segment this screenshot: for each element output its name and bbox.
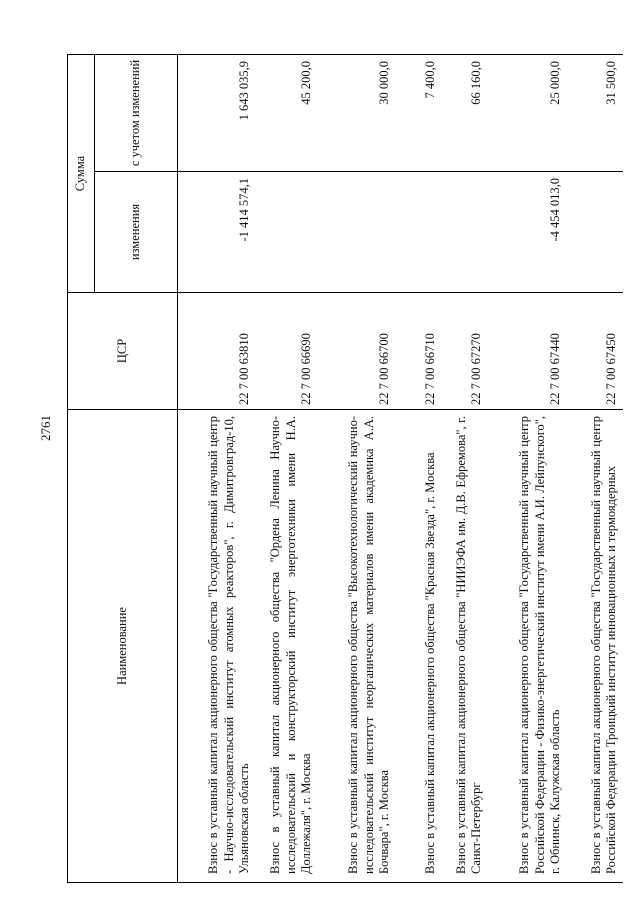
- row-csr: 22 7 00 66710: [396, 293, 442, 410]
- table-body: [178, 55, 623, 883]
- header-csr: ЦСР: [68, 293, 178, 410]
- row-name: Взнос в уставный капитал акционерного общества "Высокотехнологический научно-исследовательский институт неорганических материалов имени академика А.А. Бочвара", г. Москва: [318, 410, 396, 883]
- row-name: Взнос в уставный капитал акционерного общества "Ордена Ленина Научно-исследовательский и конструкторский институт энерготехники имени Н.А. Доллежаля", г. Москва: [256, 410, 318, 883]
- table-row: [567, 55, 623, 883]
- row-csr: 22 7 00 67440: [488, 293, 567, 410]
- table-row: [256, 55, 318, 883]
- header-name: Наименование: [68, 410, 178, 883]
- row-change: [567, 172, 623, 293]
- row-with-changes: 30 000,0: [318, 55, 396, 172]
- row-name: Взнос в уставный капитал акционерного общества "Государственный научный центр Российской Федерации Троицкий институт инновационных и термоядерных: [567, 410, 623, 883]
- row-csr: 22 7 00 66700: [318, 293, 396, 410]
- table-row: [442, 55, 488, 883]
- rotated-page: [67, 55, 619, 883]
- row-csr: 22 7 00 63810: [178, 293, 256, 410]
- row-change: -4 454 013,0: [488, 172, 567, 293]
- row-name: Взнос в уставный капитал акционерного общества "Государственный научный центр Российской Федерации - Физико-энергетический институт имени А.И. Лейпунского", г. Обнинск, Калужская область: [488, 410, 567, 883]
- row-with-changes: 7 400,0: [396, 55, 442, 172]
- table-row: [488, 55, 567, 883]
- table-header: [68, 55, 178, 883]
- row-with-changes: 45 200,0: [256, 55, 318, 172]
- row-csr: 22 7 00 67270: [442, 293, 488, 410]
- header-sum: Сумма: [68, 55, 95, 293]
- row-change: [442, 172, 488, 293]
- row-name: Взнос в уставный капитал акционерного общества "Красная Звезда", г. Москва: [396, 410, 442, 883]
- table-row: [318, 55, 396, 883]
- row-with-changes: 25 000,0: [488, 55, 567, 172]
- page-number: 2761: [38, 415, 53, 441]
- table-row: [178, 55, 256, 883]
- row-with-changes: 1 643 035,9: [178, 55, 256, 172]
- row-name: Взнос в уставный капитал акционерного общества "Государственный научный центр - Научно-исследовательский институт атомных реакторов", г. Димитровград-10, Ульяновская область: [178, 410, 256, 883]
- header-with-changes: с учетом изменений: [95, 55, 178, 172]
- budget-table: [67, 54, 623, 883]
- row-change: [318, 172, 396, 293]
- row-change: -1 414 574,1: [178, 172, 256, 293]
- row-with-changes: 31 500,0: [567, 55, 623, 172]
- row-name: Взнос в уставный капитал акционерного общества "НИИЭФА им. Д.В. Ефремова", г. Санкт-Петербург: [442, 410, 488, 883]
- row-csr: 22 7 00 67450: [567, 293, 623, 410]
- row-csr: 22 7 00 66690: [256, 293, 318, 410]
- table-row: [396, 55, 442, 883]
- row-change: [256, 172, 318, 293]
- row-with-changes: 66 160,0: [442, 55, 488, 172]
- header-change: изменения: [95, 172, 178, 293]
- row-change: [396, 172, 442, 293]
